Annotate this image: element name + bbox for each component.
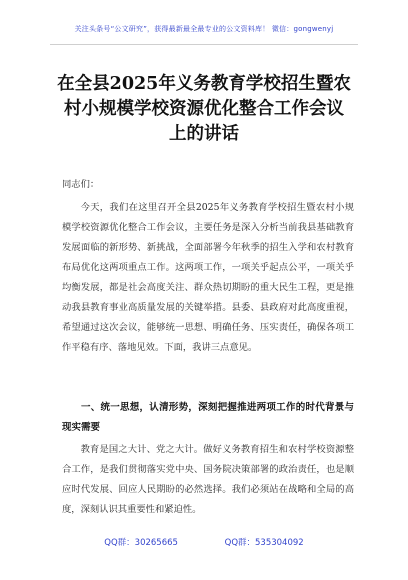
document-title: 在全县2025年义务教育学校招生暨农村小规模学校资源优化整合工作会议上的讲话	[57, 74, 351, 144]
paragraph-1: 今天，我们在这里召开全县2025年义务教育学校招生暨农村小规模学校资源优化整合工作会议，主要任务是深入分析当前我县基础教育发展面临的新形势、新挑战，全面部署今年秋季的招生入学和农村教育布局优化这两项重点工作。这两项工作，一项关乎起点公平，一项关乎均衡发展，都是社会高度关注、群众热切期盼的重大民生工程，更是推动我县教育事业高质量发展的关键举措。县委、县政府对此高度重视，希望通过这次会议，能够统一思想、明确任务、压实责任，确保各项工作平稳有序、落地见效。下面，我讲三点意见。	[62, 202, 354, 353]
header-banner: 关注头条号“公文研究”，获得最新最全最专业的公文资料库！ 微信：gongwenyj	[74, 25, 334, 33]
footer	[0, 536, 408, 548]
paragraph-2: 教育是国之大计、党之大计。做好义务教育招生和农村学校资源整合工作，是我们贯彻落实党中央、国务院决策部署的政治责任，也是顺应时代发展、回应人民期盼的必然选择。我们必须站在战略和全局的高度，深刻认识其重要性和紧迫性。	[62, 444, 354, 515]
section-heading-1: 一、统一思想，认清形势，深刻把握推进两项工作的时代背景与现实需要	[62, 402, 354, 433]
salutation: 同志们：	[62, 179, 100, 190]
footer-qq-group-2: QQ群：535304092	[224, 538, 304, 548]
header-divider	[50, 44, 358, 45]
footer-qq-group-1: QQ群：30265665	[104, 538, 178, 548]
